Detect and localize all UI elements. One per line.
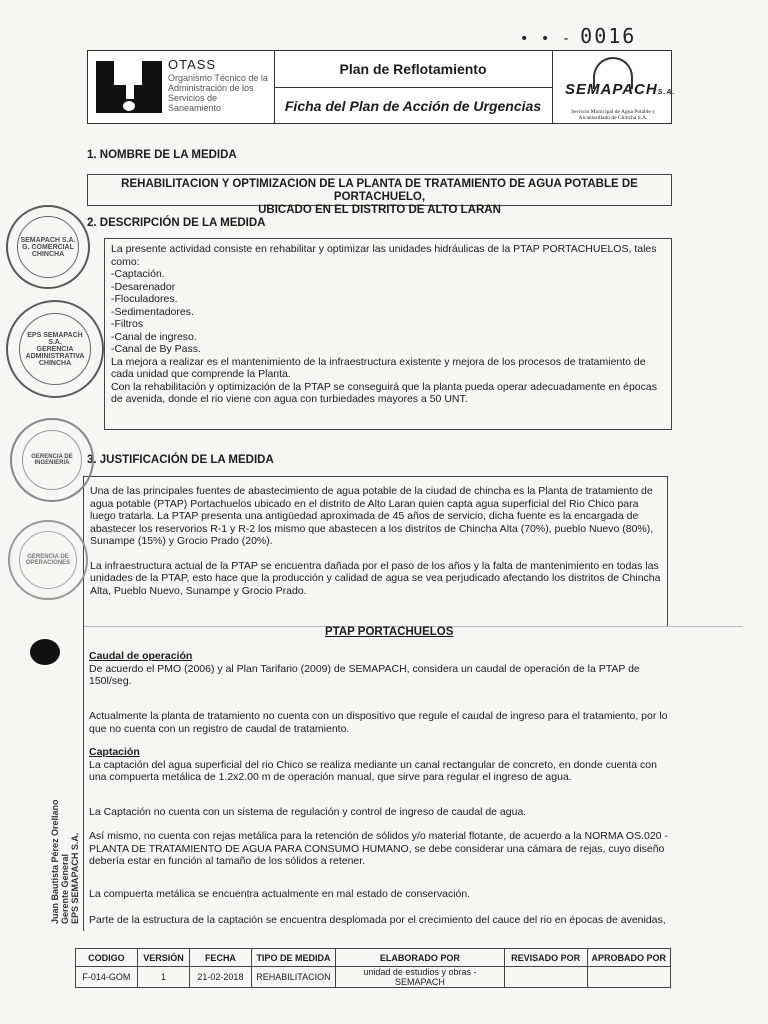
stamp-text: GERENCIA DE OPERACIONES bbox=[25, 554, 71, 566]
footer-header-row bbox=[76, 949, 671, 967]
stamp-text: G. COMERCIAL bbox=[22, 243, 74, 251]
semapach-sa: S.A. bbox=[657, 89, 676, 96]
caudal-paragraph-2: Actualmente la planta de tratamiento no cuenta con un dispositivo que regule el caudal de ingreso para el tratamiento, por lo que no cuenta con un registro de caudal de tratamiento. bbox=[89, 710, 668, 735]
caudal-title: Caudal de operación bbox=[89, 650, 193, 662]
semapach-comercial-stamp bbox=[6, 205, 90, 289]
justification-box bbox=[83, 476, 668, 626]
semapach-administrativa-stamp bbox=[6, 300, 104, 398]
signer-org: EPS SEMAPACH S.A. bbox=[70, 832, 80, 924]
footer-header-cell: APROBADO POR bbox=[587, 949, 670, 967]
document-header bbox=[87, 50, 676, 124]
footer-value-cell: 21-02-2018 bbox=[190, 967, 251, 988]
section2-title: 2. DESCRIPCIÓN DE LA MEDIDA bbox=[87, 217, 266, 229]
captacion-paragraph-2: La Captación no cuenta con un sistema de regulación y control de ingreso de caudal de agua. bbox=[89, 806, 527, 818]
signer-role: Gerente General bbox=[60, 853, 70, 924]
description-item: -Sedimentadores. bbox=[111, 305, 194, 318]
description-box bbox=[104, 238, 672, 430]
footer-header-cell: VERSIÓN bbox=[137, 949, 190, 967]
otass-logo-cell bbox=[88, 51, 275, 123]
stamp-text: GERENCIA DE INGENIERIA bbox=[31, 454, 73, 466]
description-item: -Canal de By Pass. bbox=[111, 343, 201, 355]
header-title-cell bbox=[274, 51, 553, 123]
stamp-text: EPS SEMAPACH S.A. bbox=[27, 331, 83, 346]
section1-title: 1. NOMBRE DE LA MEDIDA bbox=[87, 149, 237, 161]
description-item: -Canal de ingreso. bbox=[111, 330, 197, 343]
description-paragraph: La mejora a realizar es el mantenimiento de la infraestructura existente y mejora de los procesos de tratamiento de cada unidad que comprende la Planta. bbox=[111, 355, 646, 380]
footer-value-cell bbox=[504, 967, 587, 988]
footer-header-cell: ELABORADO POR bbox=[336, 949, 504, 967]
description-intro: La presente actividad consiste en rehabilitar y optimizar las unidades hidráulicas de la PTAP PORTACHUELOS, tales como: bbox=[111, 243, 657, 268]
page-number-value: 0016 bbox=[580, 24, 637, 48]
description-item: -Desarenador bbox=[111, 280, 176, 293]
captacion-title: Captación bbox=[89, 746, 140, 758]
ptap-title: PTAP PORTACHUELOS bbox=[325, 626, 454, 638]
section3-title: 3. JUSTIFICACIÓN DE LA MEDIDA bbox=[87, 454, 274, 466]
semapach-subtitle: Servicio Municipal de Agua Potable y Alcantarillado de Chincha S.A. bbox=[571, 109, 655, 121]
stamp-text: CHINCHA bbox=[31, 250, 65, 258]
caudal-paragraph: De acuerdo el PMO (2006) y al Plan Tarifario (2009) de SEMAPACH, considera un caudal de operación de la PTAP de 150l/seg. bbox=[89, 662, 640, 687]
footer-value-cell: REHABILITACION bbox=[251, 967, 336, 988]
footer-value-cell: unidad de estudios y obras - SEMAPACH bbox=[336, 967, 504, 988]
footer-value-cell: 1 bbox=[137, 967, 190, 988]
footer-header-cell: CODIGO bbox=[76, 949, 138, 967]
page-number-dots: • • - bbox=[520, 31, 573, 47]
stamp-text: GERENCIA ADMINISTRATIVA bbox=[25, 345, 85, 360]
medida-name-box bbox=[87, 174, 672, 216]
operaciones-stamp bbox=[8, 520, 88, 600]
stamp-text: CHINCHA bbox=[38, 359, 72, 367]
description-item: -Captación. bbox=[111, 268, 165, 280]
justification-paragraph: La infraestructura actual de la PTAP se encuentra dañada por el paso de los años y la falta de mantenimiento en todas las unidades de la PTAP, esto hace que la producción y calidad de agua se vea perjudicado afectando los distritos de Chincha Alta, Pueblo Nuevo, Sunampe y Grocio Prado. bbox=[90, 559, 661, 597]
stamp-text: SEMAPACH S.A. bbox=[20, 236, 76, 244]
captacion-paragraph: La captación del agua superficial del rio Chico se realiza mediante un canal rectangular de concreto, en donde cuenta con una compuerta metálica de 1.2x2.00 m de operación manual, que sirve para regular el ingreso de agua. bbox=[89, 758, 657, 783]
punch-hole-mark bbox=[30, 639, 60, 665]
footer-value-cell: F-014-GOM bbox=[76, 967, 138, 988]
footer-header-cell: REVISADO POR bbox=[504, 949, 587, 967]
description-item: -Floculadores. bbox=[111, 293, 178, 305]
description-item: -Filtros bbox=[111, 318, 144, 330]
footer-header-cell: TIPO DE MEDIDA bbox=[251, 949, 336, 967]
plan-title: Plan de Reflotamiento bbox=[274, 51, 552, 88]
page-number bbox=[520, 24, 636, 48]
semapach-logo bbox=[565, 81, 675, 98]
signature-block bbox=[38, 714, 88, 924]
caudal-block bbox=[89, 650, 669, 688]
otass-subtitle: Organismo Técnico de la Administración de los Servicios de Saneamiento bbox=[168, 73, 268, 113]
semapach-logo-text: SEMAPACH bbox=[565, 81, 658, 98]
otass-logo-icon bbox=[96, 61, 162, 113]
captacion-paragraph-5: Parte de la estructura de la captación se encuentra desplomada por el crecimiento del cauce del rio en épocas de avenidas, bbox=[89, 914, 666, 926]
footer-table bbox=[75, 948, 671, 988]
description-paragraph: Con la rehabilitación y optimización de la PTAP se conseguirá que la planta pueda operar adecuadamente en épocas de avenida, donde el rio viene con agua con turbiedades mayores a 50 UNT. bbox=[111, 380, 657, 405]
footer-header-cell: FECHA bbox=[190, 949, 251, 967]
ficha-title: Ficha del Plan de Acción de Urgencias bbox=[284, 97, 542, 114]
medida-line2: UBICADO EN EL DISTRITO DE ALTO LARAN bbox=[258, 204, 501, 216]
ingenieria-stamp bbox=[10, 418, 94, 502]
signer-name: Juan Bautista Pérez Orellano bbox=[50, 799, 60, 924]
justification-paragraph: Una de las principales fuentes de abastecimiento de agua potable de la ciudad de chincha es la Planta de tratamiento de agua potable (PTAP) Portachuelos ubicado en el distrito de Alto Laran quien capta agua superficial del Rio Chico para luego tratarla. La PTAP presenta una antigüedad aproximada de 45 años de servicio, dicha fuente es la encargada de abastecer los reservorios R-1 y R-2 los mismo que abastecen a los distritos de Chincha Alta (70%), pueblo Nuevo (80%), Sunampe (15%) y Grocio Prado (20%). bbox=[90, 485, 654, 547]
medida-line1: REHABILITACION Y OPTIMIZACION DE LA PLANTA DE TRATAMIENTO DE AGUA POTABLE DE PORTACHUELO, bbox=[121, 178, 638, 203]
footer-value-cell bbox=[587, 967, 670, 988]
signature-text bbox=[50, 714, 80, 924]
captacion-paragraph-4: La compuerta metálica se encuentra actualmente en mal estado de conservación. bbox=[89, 888, 471, 900]
semapach-logo-cell bbox=[553, 51, 676, 123]
captacion-block bbox=[89, 746, 669, 784]
footer-value-row bbox=[76, 967, 671, 988]
otass-title: OTASS bbox=[168, 57, 217, 72]
captacion-paragraph-3: Así mismo, no cuenta con rejas metálica para la retención de sólidos y/o material flotante, de acuerdo a la NORMA OS.020 - PLANTA DE TRATAMIENTO DE AGUA PARA CONSUMO HUMANO, se debe considerar una cámara de rejas, cuyo diseño debería estar en función al tamaño de los sólidos a retener. bbox=[89, 830, 668, 867]
